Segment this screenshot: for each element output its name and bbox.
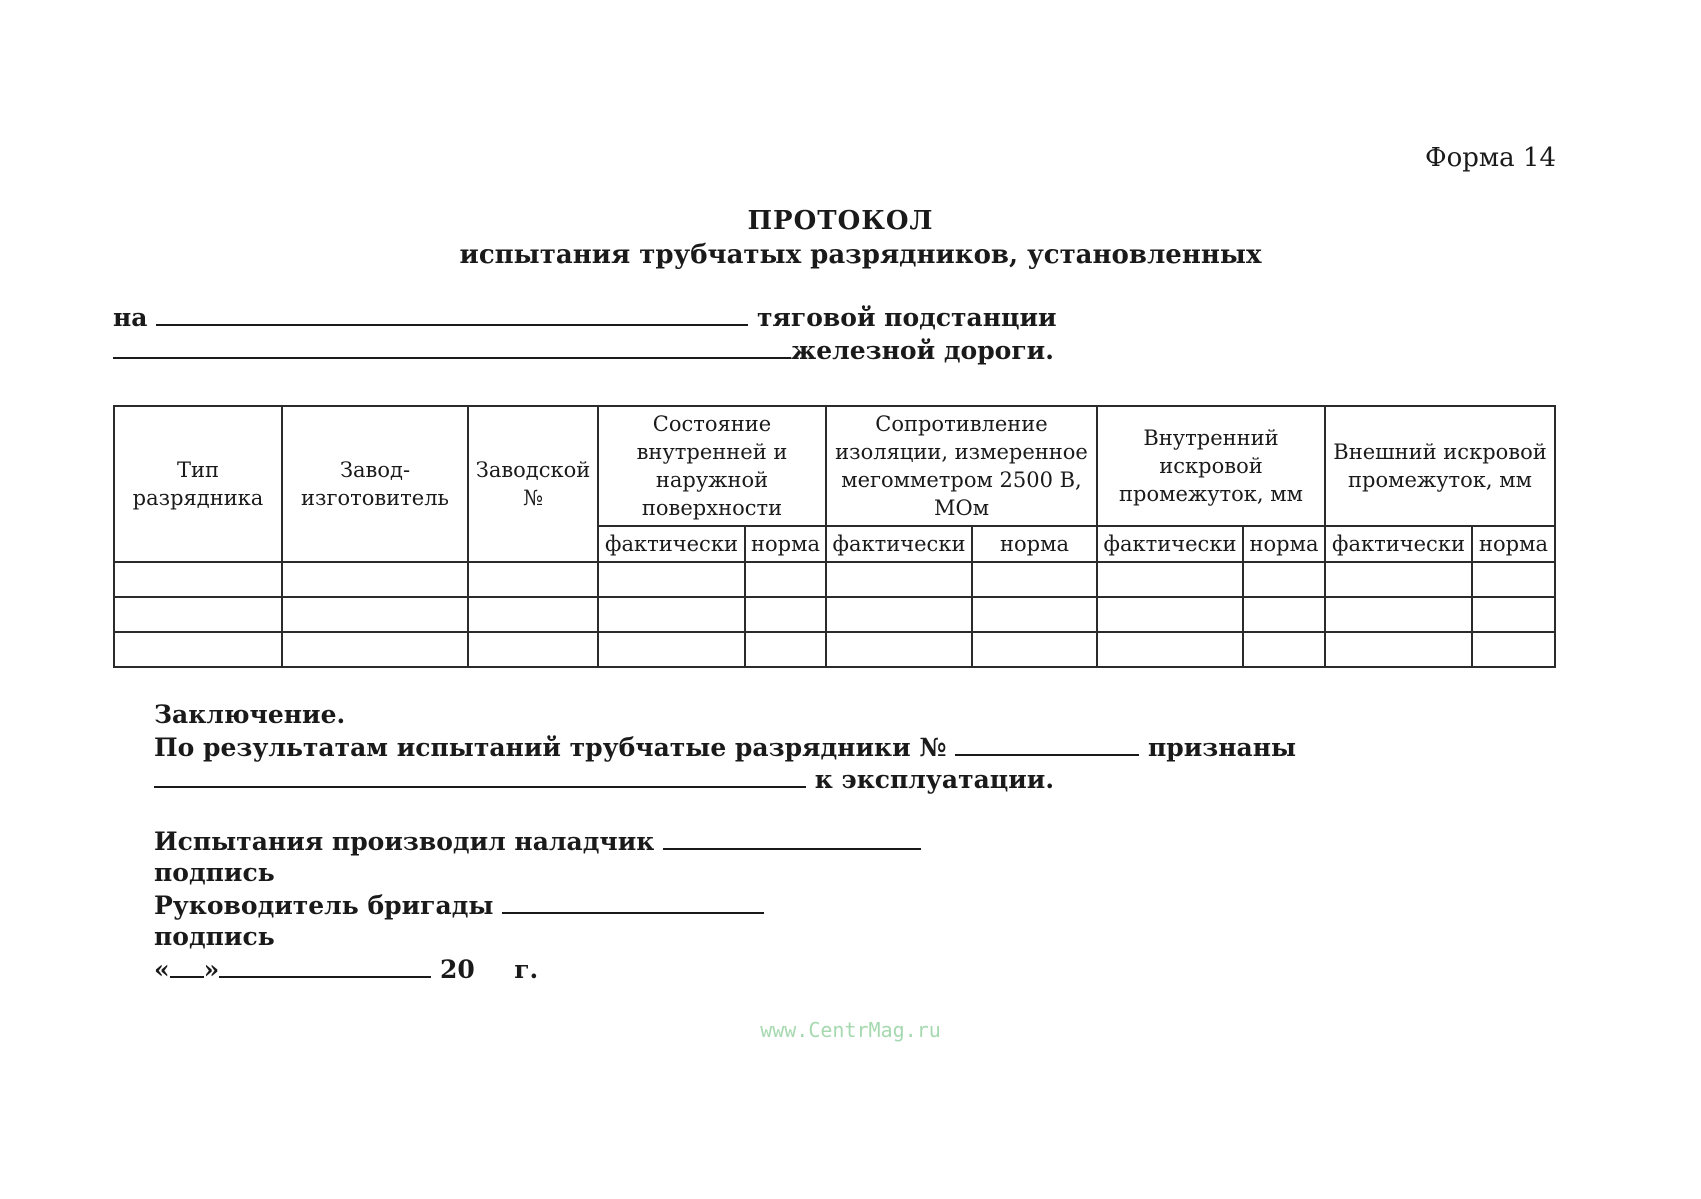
table-cell[interactable] [1325,597,1472,632]
prefix-na: на [113,303,148,332]
watermark: www.CentrMag.ru [760,1018,941,1042]
sub-norm: норма [1472,526,1555,562]
leader-label: Руководитель бригады [154,891,494,920]
sub-actual: фактически [826,526,972,562]
table-cell[interactable] [468,632,598,667]
date-open-quote: « [154,955,170,984]
year-suffix: г. [514,955,539,984]
col-type: Тип разрядника [114,406,282,562]
table-cell[interactable] [972,632,1097,667]
month-blank[interactable] [219,954,431,978]
tester-signature-blank[interactable] [663,826,921,850]
table-row [114,562,1555,597]
railway-suffix: железной дороги. [791,336,1054,365]
table-cell[interactable] [1472,632,1555,667]
table-cell[interactable] [972,597,1097,632]
table-cell[interactable] [745,632,826,667]
table-row [114,597,1555,632]
sub-actual: фактически [598,526,745,562]
sub-actual: фактически [1325,526,1472,562]
table-cell[interactable] [1472,597,1555,632]
table-cell[interactable] [468,597,598,632]
table-cell[interactable] [114,597,282,632]
table-cell[interactable] [1243,597,1325,632]
year-prefix: 20 [439,955,475,984]
table-cell[interactable] [826,562,972,597]
table-cell[interactable] [1325,632,1472,667]
table-cell[interactable] [745,562,826,597]
substation-blank[interactable] [156,302,748,326]
tester-label: Испытания производил наладчик [154,827,655,856]
arrester-number-blank[interactable] [955,732,1139,756]
table-cell[interactable] [1243,632,1325,667]
substation-line [113,302,1057,332]
table-cell[interactable] [1243,562,1325,597]
conclusion-result-line [154,732,1296,762]
document-subtitle: испытания трубчатых разрядников, установленных [459,240,1262,270]
leader-line [154,890,764,920]
leader-sign-caption: подпись [154,922,275,951]
table-body [114,562,1555,667]
table-cell[interactable] [468,562,598,597]
col-manufacturer: Завод-изготовитель [282,406,468,562]
substation-suffix: тяговой подстанции [756,303,1057,332]
date-close-quote: » [203,955,220,984]
table-cell[interactable] [1097,562,1243,597]
col-serial: Заводской № [468,406,598,562]
date-line [154,954,538,984]
exploitation-text: к эксплуатации. [814,765,1055,794]
table-cell[interactable] [598,597,745,632]
table-cell[interactable] [282,562,468,597]
col-insulation: Сопротивление изоляции, измеренное мегомметром 2500 В, МОм [826,406,1097,526]
table-cell[interactable] [826,597,972,632]
table-cell[interactable] [1097,632,1243,667]
table-cell[interactable] [1097,597,1243,632]
sub-norm: норма [745,526,826,562]
form-number: Форма 14 [1425,143,1556,173]
sub-actual: фактически [1097,526,1243,562]
table-cell[interactable] [1325,562,1472,597]
table-cell[interactable] [114,562,282,597]
leader-signature-blank[interactable] [502,890,764,914]
table-row [114,632,1555,667]
exploitation-blank[interactable] [154,764,806,788]
sub-norm: норма [972,526,1097,562]
col-surface-state: Состояние внутренней и наружной поверхности [598,406,826,526]
table-cell[interactable] [972,562,1097,597]
railway-line [113,335,1054,365]
table-cell[interactable] [598,562,745,597]
table-cell[interactable] [282,632,468,667]
table-cell[interactable] [598,632,745,667]
tester-sign-caption: подпись [154,858,275,887]
col-outer-gap: Внешний искровой промежуток, мм [1325,406,1555,526]
table-cell[interactable] [826,632,972,667]
exploitation-line [154,764,1054,794]
result-prefix: По результатам испытаний трубчатые разрядники № [154,733,947,762]
railway-blank[interactable] [113,335,791,359]
document-title: ПРОТОКОЛ [747,206,934,236]
sub-norm: норма [1243,526,1325,562]
tester-line [154,826,921,856]
table-cell[interactable] [282,597,468,632]
result-suffix: признаны [1147,733,1297,762]
document-title-block [0,206,1701,270]
table-header-row [114,406,1555,526]
protocol-table [113,405,1556,668]
col-inner-gap: Внутренний искровой промежуток, мм [1097,406,1325,526]
conclusion-heading: Заключение. [154,700,346,729]
table-cell[interactable] [1472,562,1555,597]
table-cell[interactable] [745,597,826,632]
day-blank[interactable] [170,954,204,978]
table-cell[interactable] [114,632,282,667]
